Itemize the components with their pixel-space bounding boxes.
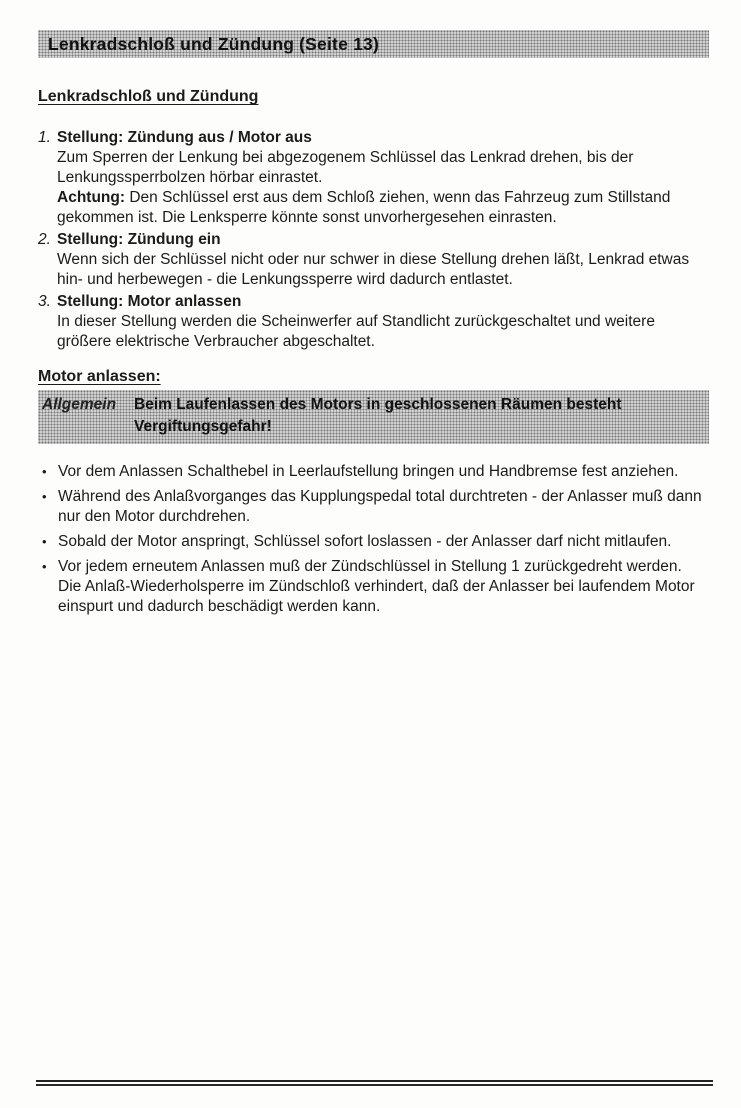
item-content [57,230,709,290]
item-title: Stellung: Motor anlassen [57,293,242,310]
item-body: Wenn sich der Schlüssel nicht oder nur schwer in diese Stellung drehen läßt, Lenkrad etwas hin- und herbewegen - die Lenkungssperre wird dadurch entlastet. [57,251,690,288]
bullet-text: Während des Anlaßvorganges das Kupplungspedal total durchtreten - der Anlasser muß dann nur den Motor durchdrehen. [58,488,702,525]
list-item-position-3 [38,292,709,352]
page-title: Lenkradschloß und Zündung (Seite 13) [48,33,379,54]
note-label: Allgemein [42,396,117,413]
bullet-dot-icon: • [42,559,47,574]
warning-label: Achtung: [57,189,126,206]
item-content [57,292,709,352]
list-item-position-1 [38,128,709,228]
bullet-item [38,462,709,482]
item-warning [57,188,709,228]
section-heading-lenkradschloss: Lenkradschloß und Zündung [38,88,259,105]
item-body: Zum Sperren der Lenkung bei abgezogenem Schlüssel das Lenkrad drehen, bis der Lenkungssperrbolzen hörbar einrastet. [57,149,634,186]
bullet-item [38,487,709,527]
item-number: 1. [38,129,51,146]
bullet-item [38,532,709,552]
bullet-text: Vor jedem erneutem Anlassen muß der Zündschlüssel in Stellung 1 zurückgedreht werden. Die Anlaß-Wiederholsperre im Zündschloß verhindert, daß der Anlasser bei laufendem Motor einspurt und dadurch beschädigt werden kann. [58,558,695,615]
bullet-item [38,557,709,617]
bullet-dot-icon: • [42,464,47,479]
item-title: Stellung: Zündung ein [57,231,221,248]
item-number: 2. [38,231,51,248]
warning-text: Den Schlüssel erst aus dem Schloß ziehen, wenn das Fahrzeug zum Stillstand gekommen ist. Die Lenksperre könnte sonst unvorhergesehen einrasten. [57,189,671,226]
item-title: Stellung: Zündung aus / Motor aus [57,129,312,146]
bullet-text: Sobald der Motor anspringt, Schlüssel sofort loslassen - der Anlasser darf nicht mitlaufen. [58,533,672,550]
bullet-dot-icon: • [42,534,47,549]
item-number: 3. [38,293,51,310]
ignition-positions-list [38,128,709,352]
page-title-banner [38,30,709,58]
starting-instructions-list [38,462,709,617]
bullet-text: Vor dem Anlassen Schalthebel in Leerlaufstellung bringen und Handbremse fest anziehen. [58,463,679,480]
item-content [57,128,709,228]
list-item-position-2 [38,230,709,290]
item-body: In dieser Stellung werden die Scheinwerfer auf Standlicht zurückgeschaltet und weitere größere elektrische Verbraucher abgeschaltet. [57,313,655,350]
note-text: Beim Laufenlassen des Motors in geschlossenen Räumen besteht Vergiftungsgefahr! [134,396,622,435]
section-heading-motor-anlassen: Motor anlassen: [38,368,161,385]
allgemein-note [38,390,709,444]
bullet-dot-icon: • [42,489,47,504]
page-bottom-divider [36,1080,713,1086]
